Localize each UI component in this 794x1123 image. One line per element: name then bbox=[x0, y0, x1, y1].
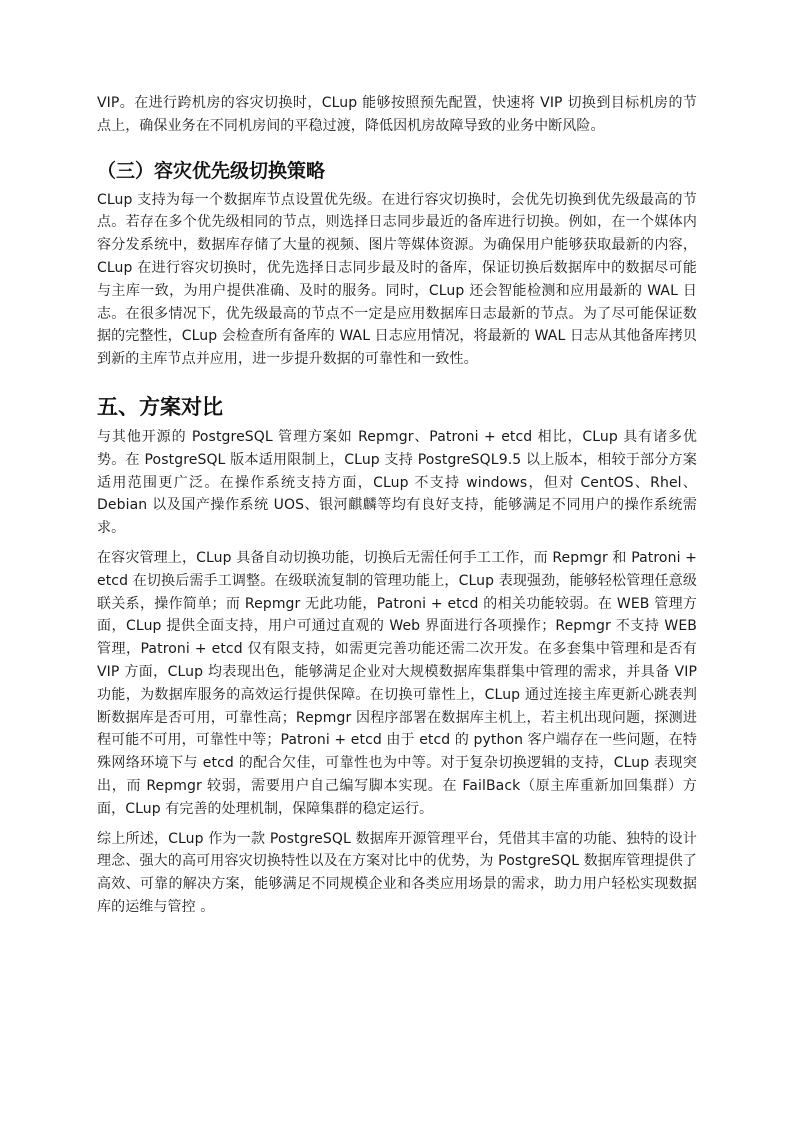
paragraph-priority-strategy: CLup 支持为每一个数据库节点设置优先级。在进行容灾切换时，会优先切换到优先级最高的节点。若存在多个优先级相同的节点，则选择日志同步最近的备库进行切换。例如，在一个媒体内容分发系统中，数据库存储了大量的视频、图片等媒体资源。为确保用户能够获取最新的内容，CLup 在进行容灾切换时，优先选择日志同步最及时的备库，保证切换后数据库中的数据尽可能与主库一致，为用户提供准确、及时的服务。同时，CLup 还会智能检测和应用最新的 WAL 日志。在很多情况下，优先级最高的节点不一定是应用数据库日志最新的节点。为了尽可能保证数据的完整性，CLup 会检查所有备库的 WAL 日志应用情况，将最新的 WAL 日志从其他备库拷贝到新的主库节点并应用，进一步提升数据的可靠性和一致性。 bbox=[97, 191, 697, 368]
paragraph-comparison-details: 在容灾管理上，CLup 具备自动切换功能，切换后无需任何手工工作，而 Repmgr 和 Patroni + etcd 在切换后需手工调整。在级联流复制的管理功能上，CLup 表现强劲，能够轻松管理任意级联关系，操作简单；而 Repmgr 无此功能，Patroni + etcd 的相关功能较弱。在 WEB 管理方面，CLup 提供全面支持，用户可通过直观的 Web 界面进行各项操作；Repmgr 不支持 WEB 管理，Patroni + etcd 仅有限支持，如需更完善功能还需二次开发。在多套集中管理和是否有 VIP 方面，CLup 均表现出色，能够满足企业对大规模数据库集群集中管理的需求，并具备 VIP 功能，为数据库服务的高效运行提供保障。在切换可靠性上，CLup 通过连接主库更新心跳表判断数据库是否可用，可靠性高；Repmgr 因程序部署在数据库主机上，若主机出现问题，探测进程可能不可用，可靠性中等；Patroni + etcd 由于 etcd 的 python 客户端存在一些问题，在特殊网络环境下与 etcd 的配合欠佳，可靠性也为中等。对于复杂切换逻辑的支持，CLup 表现突出，而 Repmgr 较弱，需要用户自己编写脚本实现。在 FailBack（原主库重新加回集群）方面，CLup 有完善的处理机制，保障集群的稳定运行。 bbox=[97, 549, 697, 817]
section-heading-comparison: 五、方案对比 bbox=[97, 394, 223, 419]
paragraph-comparison-intro: 与其他开源的 PostgreSQL 管理方案如 Repmgr、Patroni + etcd 相比，CLup 具有诸多优势。在 PostgreSQL 版本适用限制上，CLup 支持 PostgreSQL9.5 以上版本，相较于部分方案适用范围更广泛。在操作系统支持方面，CLup 不支持 windows，但对 CentOS、Rhel、Debian 以及国产操作系统 UOS、银河麒麟等均有良好支持，能够满足不同用户的操作系统需求。 bbox=[97, 428, 697, 537]
document-page bbox=[97, 92, 697, 919]
paragraph-conclusion: 综上所述，CLup 作为一款 PostgreSQL 数据库开源管理平台，凭借其丰富的功能、独特的设计理念、强大的高可用容灾切换特性以及在方案对比中的优势，为 PostgreSQL 数据库管理提供了高效、可靠的解决方案，能够满足不同规模企业和各类应用场景的需求，助力用户轻松实现数据库的运维与管控 。 bbox=[97, 830, 697, 915]
subsection-heading-priority-switch: （三）容灾优先级切换策略 bbox=[97, 159, 326, 182]
paragraph-vip-switch: VIP。在进行跨机房的容灾切换时，CLup 能够按照预先配置，快速将 VIP 切换到目标机房的节点上，确保业务在不同机房间的平稳过渡，降低因机房故障导致的业务中断风险。 bbox=[97, 95, 697, 134]
